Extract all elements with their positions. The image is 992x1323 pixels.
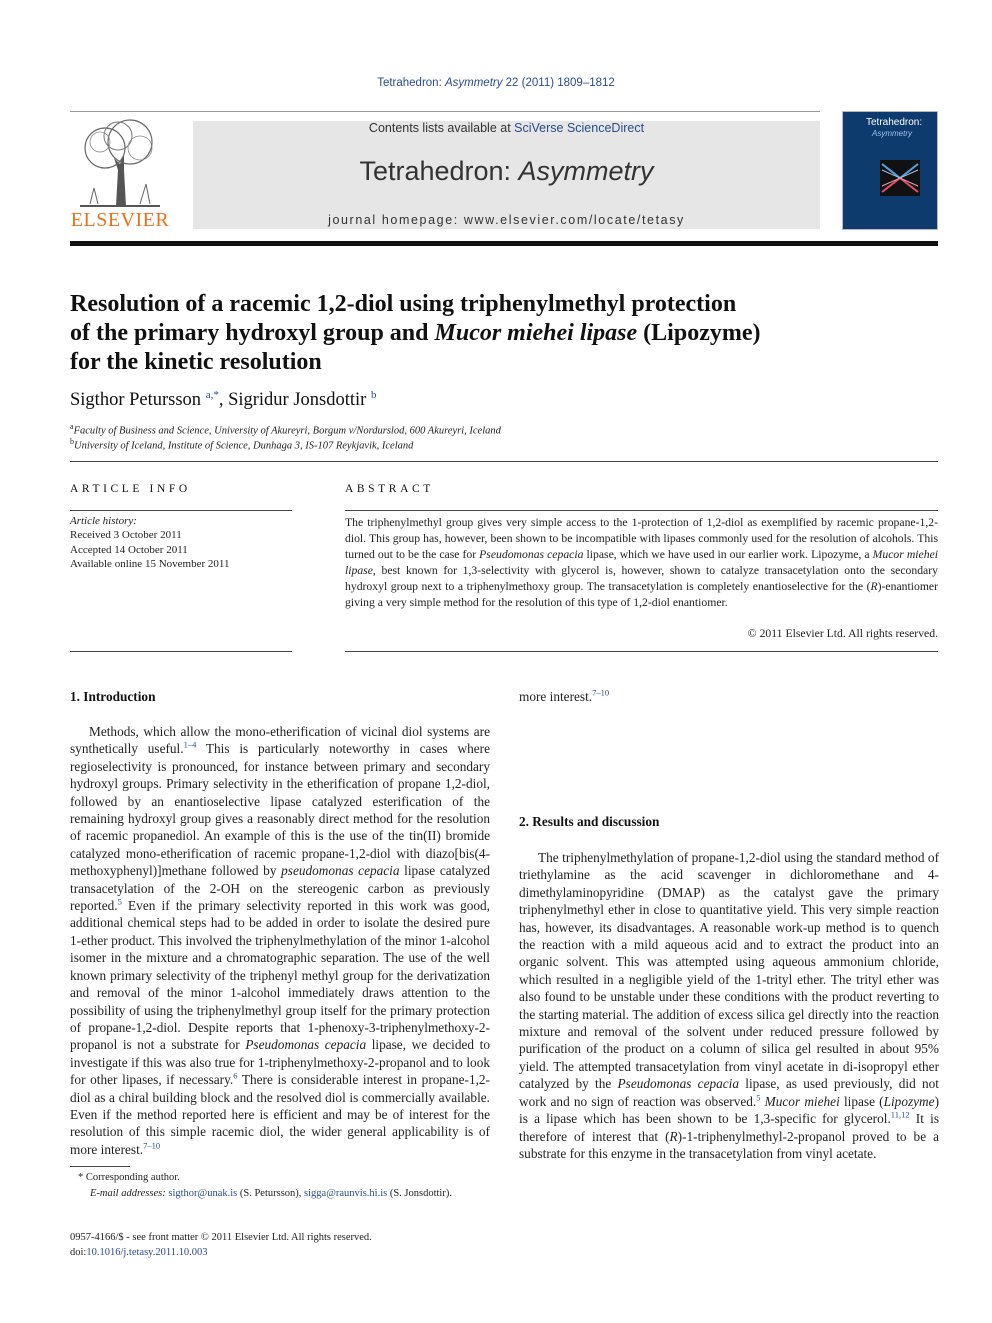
journal-homepage: journal homepage: www.elsevier.com/locate/tetasy	[328, 213, 685, 227]
abstract-rule	[345, 510, 938, 511]
results-paragraph: The triphenylmethylation of propane-1,2-diol using the standard method of triethylamine as the acid scavenger in dichloromethane and 4-dimethylaminopyridine (DMAP) as the catalyst gave the primary triphenylmethyl ether in close to quantitative yield. This very simple reaction has, however, its disadvantages. A reasonable work-up method is to quench the reaction with a mild aqueous acid and to extract the product into an organic solvent. This was attempted using aqueous ammonium chloride, which resulted in a negligible yield of the 1-trityl ether. The trityl ether was also found to be unstable under these conditions with the product reverting to the starting material. The addition of excess silica gel directly into the reaction mixture and removal of the solvent under reduced pressure followed by purification of the product on a column of silica gel resulted in about 95% yield. The attempted transacetylation from vinyl acetate in di-isopropyl ether catalyzed by the Pseudomonas cepacia lipase, as used previously, did not work and no sign of reaction was observed.$^5$ Mucor miehei lipase (Lipozyme) is a lipase which has been shown to be 1,3-specific for glycerol.$^{11,12}$ It is therefore of interest that (R)-1-triphenylmethyl-2-propanol proved to be a substrate for this enzyme in the transacetylation from vinyl acetate.	[519, 850, 939, 1161]
header-rule	[70, 111, 820, 112]
intro-heading: 1. Introduction	[70, 689, 156, 704]
cover-title: Tetrahedron:	[866, 117, 923, 128]
doi-link[interactable]: 10.1016/j.tetasy.2011.10.003	[86, 1247, 208, 1258]
email-addresses: E-mail addresses: sigthor@unak.is (S. Petursson), sigga@raunvis.hi.is (S. Jonsdottir).	[90, 1188, 452, 1199]
ref-5b[interactable]: 5	[756, 1092, 761, 1103]
abstract-copyright: © 2011 Elsevier Ltd. All rights reserved.	[747, 627, 938, 640]
elsevier-wordmark[interactable]: ELSEVIER	[70, 209, 170, 231]
author-list: Sigthor Petursson $^{a,*}$, Sigridur Jonsdottir $^b$	[70, 389, 377, 411]
abstract-heading: ABSTRACT	[345, 483, 434, 495]
sciencedirect-link[interactable]: SciVerse ScienceDirect	[514, 121, 645, 135]
article-info-heading: ARTICLE INFO	[70, 483, 191, 495]
author-2: Sigridur Jonsdottir	[228, 390, 367, 411]
doi-line: doi:10.1016/j.tetasy.2011.10.003	[70, 1247, 208, 1258]
email-2-link[interactable]: sigga@raunvis.hi.is	[304, 1188, 388, 1199]
intro-paragraph-right: more interest.$^{7-10}$	[519, 689, 610, 704]
journal-title[interactable]: Tetrahedron: Asymmetry	[359, 156, 654, 186]
ref-11-12[interactable]: 11,12	[890, 1109, 910, 1120]
article-history: Article history: Received 3 October 2011 Accepted 14 October 2011 Available online 15 November 2011	[70, 515, 230, 570]
issn-line: 0957-4166/$ - see front matter © 2011 Elsevier Ltd. All rights reserved.	[70, 1232, 372, 1243]
abstract-bottom-rule	[345, 651, 938, 652]
ref-5[interactable]: 5	[117, 896, 122, 907]
article-info-rule	[70, 510, 292, 511]
intro-paragraph-left: Methods, which allow the mono-etherification of vicinal diol systems are synthetically useful.$^{1-4}$ This is particularly noteworthy in cases where regioselectivity is pronounced, for instance between primary and secondary hydroxyl groups. Primary selectivity in the etherification of propane 1,2-diol, followed by an enantioselective lipase catalyzed esterification of the remaining hydroxyl group gives a reasonably direct method for the resolution of racemic propanediol. An example of this is the use of the tin(II) bromide catalyzed mono-etherification of racemic propane-1,2-diol with diazo[bis(4-methoxyphenyl)]methane followed by pseudomonas cepacia lipase catalyzed transacetylation of the 2-OH on the stereogenic carbon as previously reported.$^5$ Even if the primary selectivity reported in this work was good, additional chemical steps had to be added in order to isolate the desired pure 1-ether product. This involved the triphenylmethylation of the minor 1-alcohol isomer in the mixture and a chromatographic separation. The use of the well known primary selectivity of the triphenyl methyl group for the derivatization and removal of the minor 1-alcohol immediately draws attention to the possibility of using the triphenylmethyl group itself for the primary protection of propane-1,2-diol. Despite reports that 1-phenoxy-3-triphenylmethoxy-2-propanol is not a substrate for Pseudomonas cepacia lipase, we decided to investigate if this was also true for 1-triphenylmethoxy-2-propanol and to look for other lipases, if necessary.$^6$ There is considerable interest in propane-1,2-diol as a chiral building block and the resolved diol is commercially available. Even if the method reported here is efficient and may be of interest for the resolution of this simple racemic diol, the wider general applicability is of more interest.$^{7-10}$	[70, 724, 490, 1157]
footnote-rule	[70, 1166, 130, 1167]
abstract-text: The triphenylmethyl group gives very simple access to the 1-protection of 1,2-diol as exemplified by racemic propane-1,2-diol. This group has, however, been shown to be incompatible with lipases commonly used for the resolution of alcohols. This turned out to be the case for Pseudomonas cepacia lipase, which we have used in our earlier work. Lipozyme, a Mucor miehei lipase, best known for 1,3-selectivity with glycerol is, however, shown to catalyze transacetylation onto the secondary hydroxyl group next to a triphenylmethoxy group. The transacetylation is completely enantioselective for the (R)-enantiomer giving a very simple method for the resolution of this type of 1,2-diol enantiomer.	[345, 516, 938, 610]
affiliation-a: $^a$Faculty of Business and Science, University of Akureyri, Borgum v/Nordurslod, 600 Akureyri, Iceland	[70, 422, 501, 437]
author-1: Sigthor Petursson	[70, 390, 202, 411]
article-title: Resolution of a racemic 1,2-diol using triphenylmethyl protection of the primary hydroxyl group and Mucor miehei lipase (Lipozyme) for the kinetic resolution	[70, 291, 761, 375]
homepage-link[interactable]: www.elsevier.com/locate/tetasy	[463, 213, 685, 227]
cover-subtitle: Asymmetry	[872, 129, 912, 138]
elsevier-tree-logo	[70, 118, 170, 208]
ref-7-10[interactable]: 7–10	[143, 1140, 161, 1151]
ref-6[interactable]: 6	[233, 1070, 238, 1081]
email-1-link[interactable]: sigthor@unak.is	[168, 1188, 238, 1199]
corresponding-author-note: * Corresponding author.	[78, 1172, 180, 1183]
ref-1-4[interactable]: 1–4	[183, 739, 197, 750]
contents-line: Contents lists available at SciVerse ScienceDirect	[368, 121, 645, 135]
affiliation-b: $^b$University of Iceland, Institute of Science, Dunhaga 3, IS-107 Reykjavik, Iceland	[70, 437, 414, 452]
article-info-bottom-rule	[70, 651, 292, 652]
cover-graphic-icon	[880, 160, 920, 196]
author-2-affiliation[interactable]: b	[370, 389, 377, 401]
author-1-affiliation[interactable]: a,*	[205, 389, 219, 401]
affiliation-rule	[70, 461, 938, 462]
results-heading: 2. Results and discussion	[519, 814, 660, 829]
journal-citation[interactable]: Tetrahedron: Asymmetry 22 (2011) 1809–1812	[377, 77, 615, 89]
header-thick-rule	[70, 241, 938, 246]
